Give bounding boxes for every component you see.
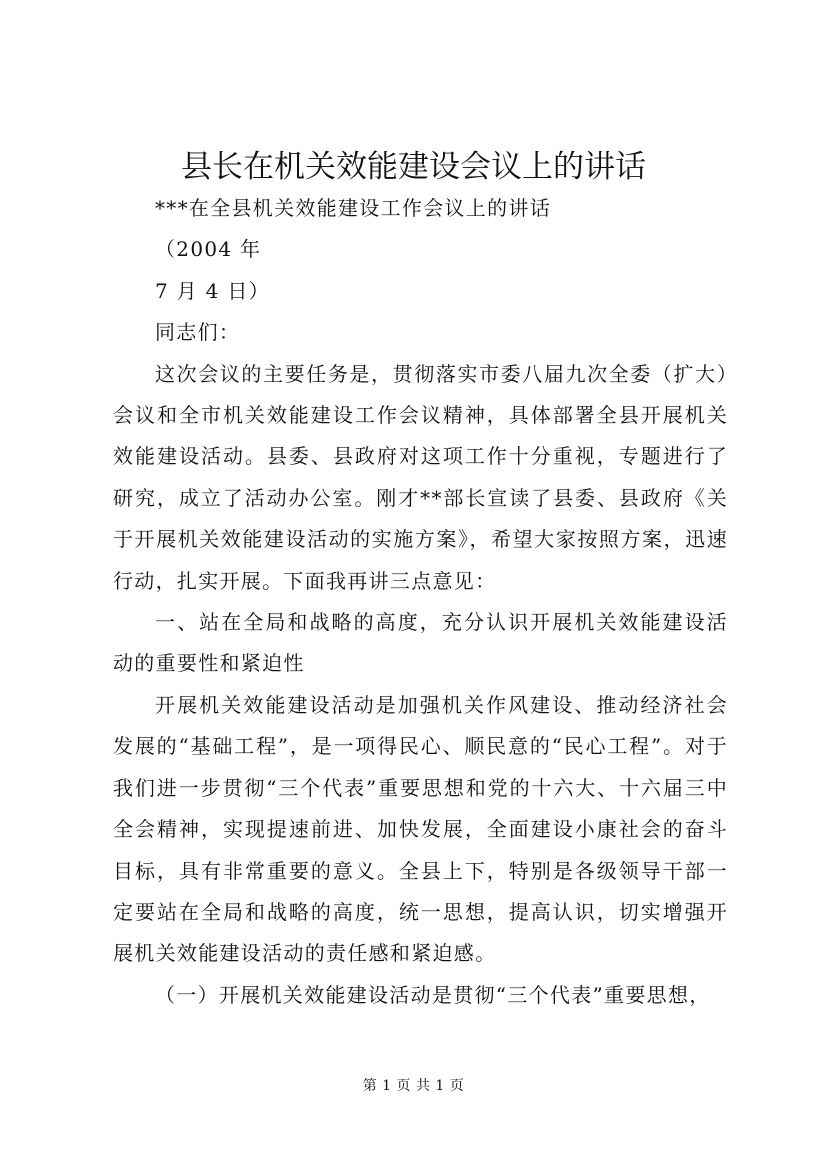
speech-subtitle: ***在全县机关效能建设工作会议上的讲话 [155,196,551,220]
date-line-2: 7 月 4 日） [155,278,270,303]
document-title: 县长在机关效能建设会议上的讲话 [181,149,646,185]
section-heading-1: 一、站在全局和战略的高度，充分认识开展机关效能建设活动的重要性和紧迫性 [113,610,728,676]
salutation: 同志们： [155,320,241,345]
paragraph-intro: 这次会议的主要任务是，贯彻落实市委八届九次全委（扩大）会议和全市机关效能建设工作会议精神，具体部署全县开展机关效能建设活动。县委、县政府对这项工作十分重视，专题进行了研究，成立了活动办公室。刚才**部长宣读了县委、县政府《关于开展机关效能建设活动的实施方案》，希望大家按照方案，迅速行动，扎实开展。下面我再讲三点意见： [113,361,728,593]
subsection-heading-1: （一）开展机关效能建设活动是贯彻“三个代表”重要思想， [155,982,711,1007]
date-line-1: （2004 年 [155,237,262,262]
page-footer: 第 1 页 共 1 页 [362,1078,465,1094]
paragraph-section-1: 开展机关效能建设活动是加强机关作风建设、推动经济社会发展的“基础工程”，是一项得民心、顺民意的“民心工程”。对于我们进一步贯彻“三个代表”重要思想和党的十六大、十六届三中全会精神，实现提速前进、加快发展，全面建设小康社会的奋斗目标，具有非常重要的意义。全县上下，特别是各级领导干部一定要站在全局和战略的高度，统一思想，提高认识，切实增强开展机关效能建设活动的责任感和紧迫感。 [113,692,728,966]
document-body [113,188,728,1016]
